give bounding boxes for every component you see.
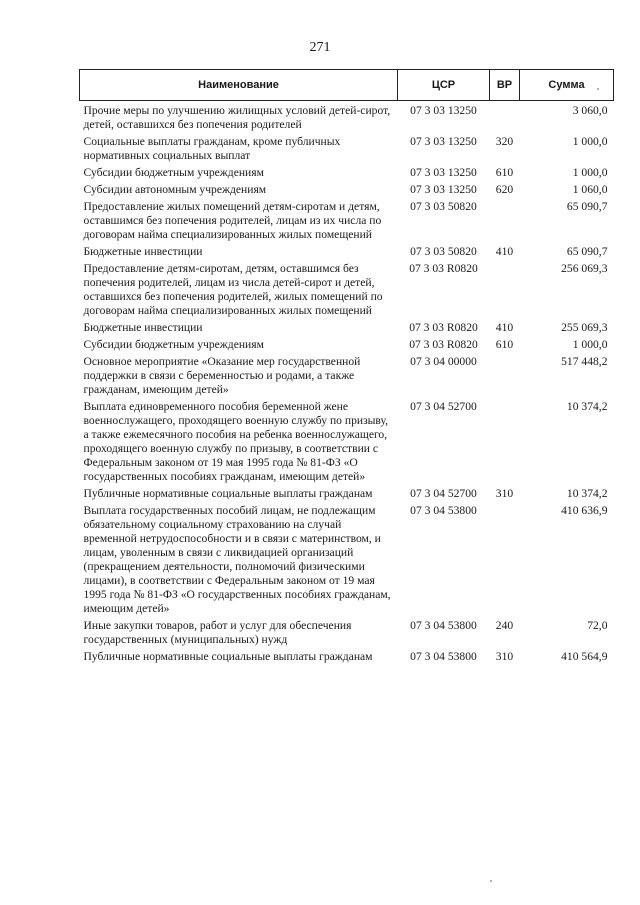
scan-speck: [490, 880, 492, 882]
scan-speck: [597, 88, 599, 90]
row-sum: 10 374,2: [566, 400, 608, 413]
row-vr: 410: [495, 321, 514, 334]
row-csr: 07 3 03 R0820: [409, 262, 478, 275]
row-csr: 07 3 03 13250: [410, 104, 477, 117]
row-csr: 07 3 04 52700: [410, 400, 477, 413]
table-row: [80, 183, 614, 200]
row-vr: 310: [495, 650, 514, 663]
table-row: [80, 338, 614, 355]
row-vr: 610: [495, 166, 514, 179]
row-name: Социальные выплаты гражданам, кроме публичных нормативных социальных выплат: [83, 135, 341, 162]
table-row: [80, 262, 614, 321]
row-csr: 07 3 03 13250: [410, 135, 477, 148]
table-row: [80, 245, 614, 262]
page-number: 271: [309, 40, 331, 55]
row-csr: 07 3 03 R0820: [409, 321, 478, 334]
table-header-row: [80, 70, 614, 101]
row-name: Публичные нормативные социальные выплаты гражданам: [83, 487, 373, 500]
row-csr: 07 3 04 53800: [410, 650, 477, 663]
row-name: Основное мероприятие «Оказание мер государственной поддержки в связи с беременностью и родами, а также гражданам, имеющим детей»: [83, 355, 361, 396]
row-sum: 255 069,3: [561, 321, 608, 334]
table-row: [80, 650, 614, 667]
table-row: [80, 200, 614, 245]
row-name: Субсидии автономным учреждениям: [83, 183, 267, 196]
row-csr: 07 3 03 R0820: [409, 338, 478, 351]
row-vr: 320: [495, 135, 514, 148]
row-sum: 72,0: [587, 619, 608, 632]
row-csr: 07 3 03 13250: [410, 166, 477, 179]
row-sum: 10 374,2: [566, 487, 608, 500]
row-sum: 410 636,9: [561, 504, 608, 517]
table-row: [80, 487, 614, 504]
header-sum: Сумма: [520, 70, 614, 101]
row-csr: 07 3 04 53800: [410, 504, 477, 517]
row-vr: 410: [495, 245, 514, 258]
row-name: Иные закупки товаров, работ и услуг для обеспечения государственных (муниципальных) нужд: [83, 619, 352, 646]
row-sum: 1 000,0: [572, 166, 608, 179]
row-name: Бюджетные инвестиции: [83, 245, 203, 258]
table-row: [80, 400, 614, 487]
table-row: [80, 355, 614, 400]
row-csr: 07 3 03 13250: [410, 183, 477, 196]
header-vr: ВР: [490, 70, 520, 101]
row-vr: [490, 104, 520, 135]
row-vr: [490, 400, 520, 487]
row-vr: 610: [495, 338, 514, 351]
row-sum: 1 000,0: [572, 135, 608, 148]
row-name: Бюджетные инвестиции: [83, 321, 203, 334]
row-name: Предоставление детям-сиротам, детям, оставшимся без попечения родителей, лицам из числа детей-сирот и детей, оставшихся без попечения родителей, жилых помещений по договорам найма специализированных жилых помещений: [83, 262, 383, 317]
row-sum: 1 000,0: [572, 338, 608, 351]
row-csr: 07 3 03 50820: [410, 200, 477, 213]
row-vr: [490, 504, 520, 619]
row-sum: 1 060,0: [572, 183, 608, 196]
row-name: Предоставление жилых помещений детям-сиротам и детям, оставшимся без попечения родителей, лицам из их числа по договорам найма специализированных жилых помещений: [83, 200, 382, 241]
row-vr: [490, 355, 520, 400]
row-name: Субсидии бюджетным учреждениям: [83, 338, 264, 351]
budget-table: [79, 69, 614, 667]
table-row: [80, 619, 614, 650]
row-csr: 07 3 03 50820: [410, 245, 477, 258]
row-name: Субсидии бюджетным учреждениям: [83, 166, 264, 179]
row-csr: 07 3 04 53800: [410, 619, 477, 632]
row-vr: [490, 262, 520, 321]
header-name: Наименование: [80, 70, 398, 101]
row-sum: 65 090,7: [566, 200, 608, 213]
table-row: [80, 321, 614, 338]
row-vr: 310: [495, 487, 514, 500]
row-vr: [490, 200, 520, 245]
table-row: [80, 166, 614, 183]
row-sum: 65 090,7: [566, 245, 608, 258]
row-sum: 517 448,2: [561, 355, 608, 368]
row-vr: 240: [495, 619, 514, 632]
table-row: [80, 504, 614, 619]
table-row: [80, 104, 614, 135]
row-name: Выплата единовременного пособия беременной жене военнослужащего, проходящего военную службу по призыву, а также ежемесячного пособия на ребенка военнослужащего, проходящего военную службу по призыву, в соответствии с Федеральным законом от 19 мая 1995 года № 81-ФЗ «О государственных пособиях гражданам, имеющим детей»: [83, 400, 389, 483]
header-csr: ЦСР: [398, 70, 490, 101]
row-name: Прочие меры по улучшению жилищных условий детей-сирот, детей, оставшихся без попечения родителей: [83, 104, 391, 131]
row-name: Выплата государственных пособий лицам, не подлежащим обязательному социальному страхованию на случай временной нетрудоспособности и в связи с материнством, и лицам, уволенным в связи с ликвидацией организаций (прекращением деятельности, полномочий физическими лицами), в соответствии с Федеральным законом от 19 мая 1995 года № 81-ФЗ «О государственных пособиях гражданам, имеющим детей»: [83, 504, 391, 615]
row-vr: 620: [495, 183, 514, 196]
row-name: Публичные нормативные социальные выплаты гражданам: [83, 650, 373, 663]
row-csr: 07 3 04 52700: [410, 487, 477, 500]
row-sum: 3 060,0: [572, 104, 608, 117]
row-sum: 410 564,9: [561, 650, 608, 663]
row-sum: 256 069,3: [561, 262, 608, 275]
table-row: [80, 135, 614, 166]
row-csr: 07 3 04 00000: [410, 355, 477, 368]
